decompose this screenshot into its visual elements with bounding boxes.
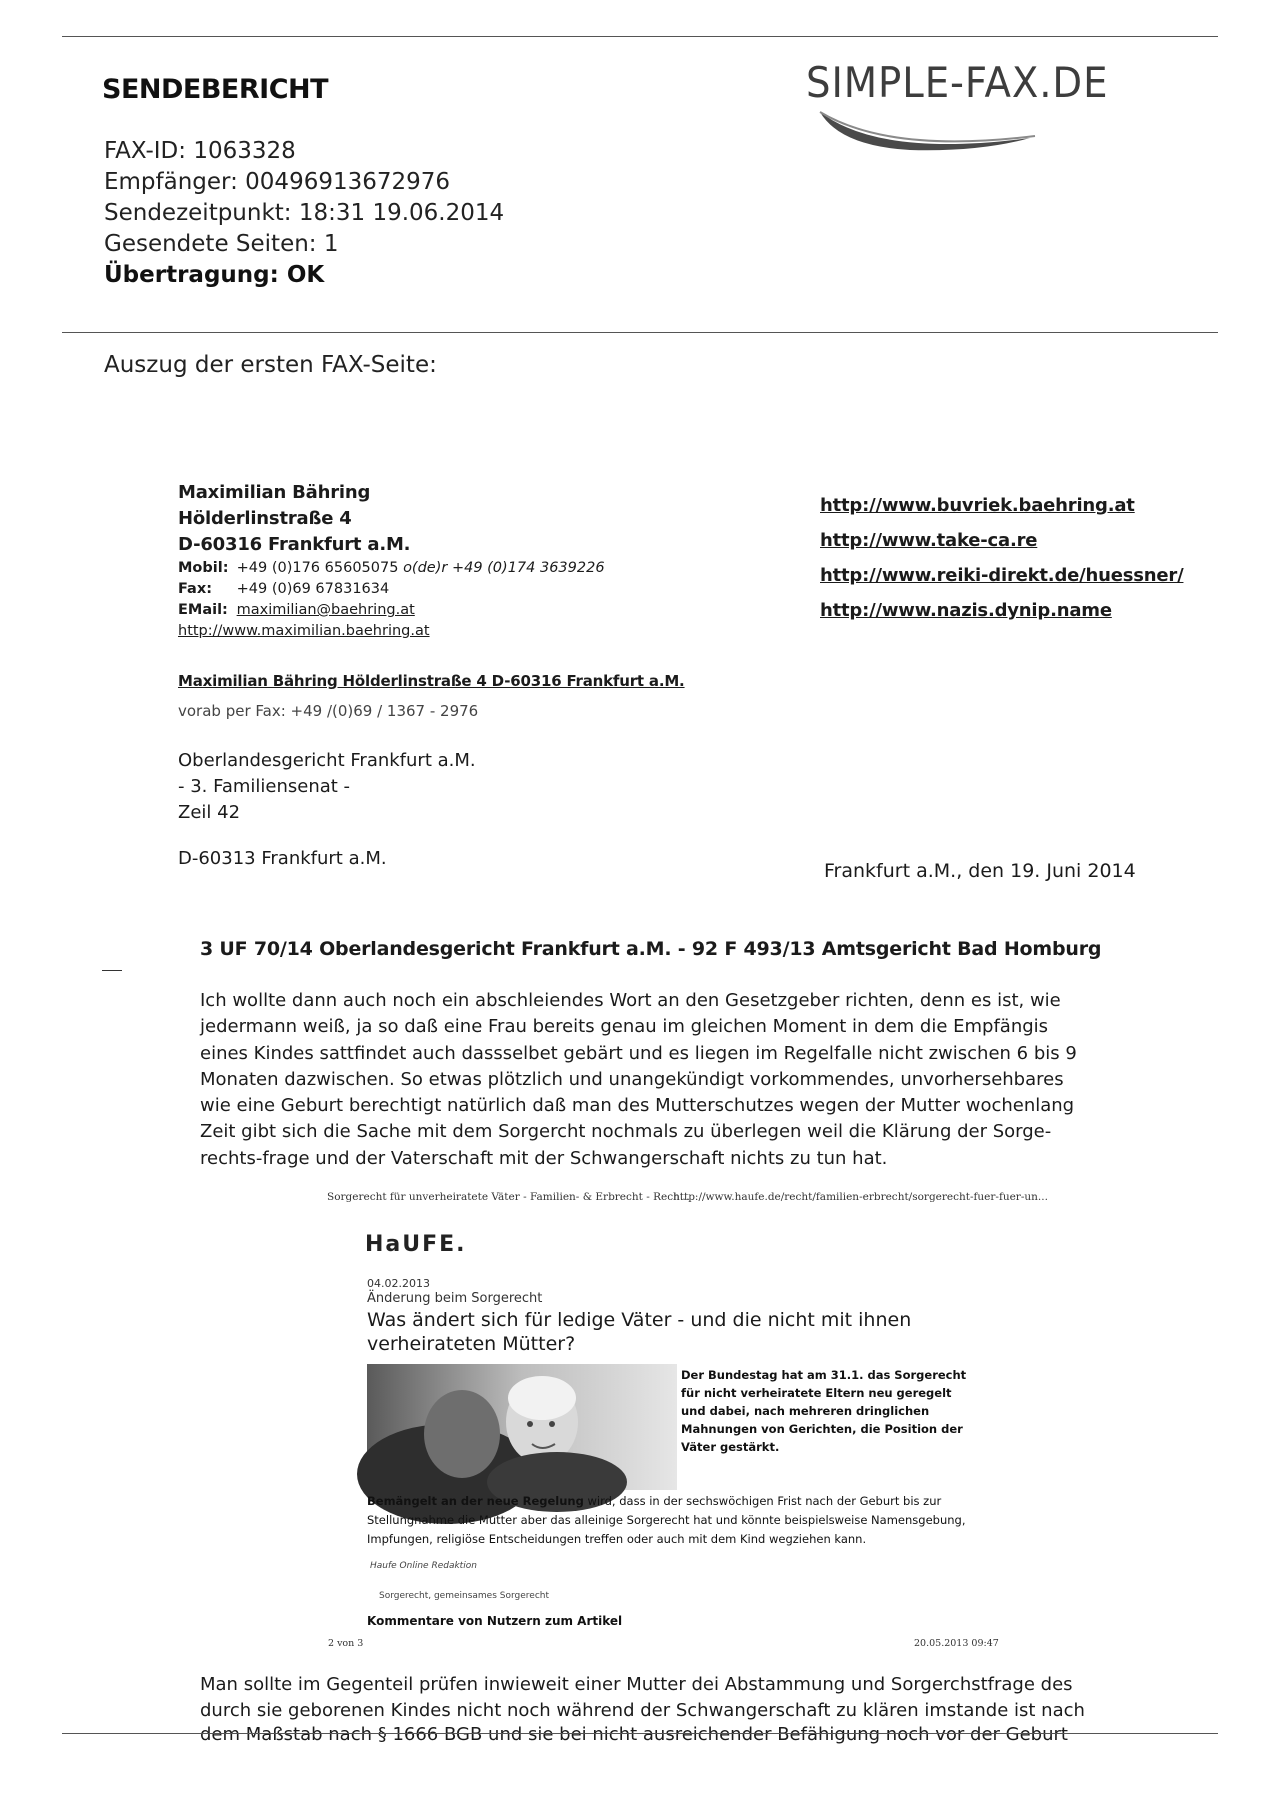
clipping-date: 04.02.2013: [367, 1277, 430, 1290]
report-title: SENDEBERICHT: [102, 74, 329, 105]
sender-block: [178, 480, 605, 642]
logo-text: SIMPLE-FAX.DE: [806, 58, 1109, 107]
fax-id: FAX-ID: 1063328: [104, 138, 296, 164]
clipping-tags: Sorgerecht, gemeinsames Sorgerecht: [379, 1591, 550, 1601]
body-line: durch sie geborenen Kindes nicht noch während der Schwangerschaft zu klären imstande ist nach: [200, 1700, 1085, 1722]
sender-email: [178, 600, 605, 621]
middle-rule: [62, 332, 1218, 333]
body-line: eines Kindes sattfindet auch dassselbet gebärt und es liegen im Regelfalle nicht zwischen 6 bis 9: [200, 1042, 1077, 1064]
clipping-header-url: http://www.haufe.de/recht/familien-erbrecht/sorgerecht-fuer-fuer-un...: [673, 1191, 1048, 1203]
sender-city: D-60316 Frankfurt a.M.: [178, 534, 411, 555]
para-line: [367, 1492, 965, 1511]
para-line: Stellungnahme die Mutter aber das alleinige Sorgerecht hat und könnte beispielsweise Namensgebung,: [367, 1513, 966, 1527]
email-link[interactable]: maximilian@baehring.at: [236, 602, 415, 618]
email-label: EMail:: [178, 602, 228, 618]
body-line-cut: dem Maßstab nach § 1666 BGB und sie bei nicht ausreichender Befähigung noch vor der Geburt: [200, 1724, 1068, 1745]
letter-body-continued: [200, 1672, 1085, 1725]
sender-website-link[interactable]: http://www.maximilian.baehring.at: [178, 623, 430, 639]
report-meta: [104, 136, 504, 291]
recipient-block: [178, 748, 476, 826]
link-buvriek[interactable]: http://www.buvriek.baehring.at: [820, 495, 1135, 516]
sender-fax: [178, 579, 605, 600]
link-nazis-dynip[interactable]: http://www.nazis.dynip.name: [820, 600, 1112, 621]
letter-subject: 3 UF 70/14 Oberlandesgericht Frankfurt a.M. - 92 F 493/13 Amtsgericht Bad Homburg: [200, 938, 1102, 960]
teaser-line: für nicht verheiratete Eltern neu geregelt: [681, 1386, 952, 1400]
bottom-rule: [62, 1733, 1218, 1734]
body-line: Man sollte im Gegenteil prüfen inwieweit einer Mutter dei Abstammung und Sorgerchstfrage des: [200, 1674, 1073, 1695]
para-lead: Bemängelt an der neue Regelung: [367, 1494, 584, 1508]
recipient-line-1: Oberlandesgericht Frankfurt a.M.: [178, 750, 476, 771]
clipping-headline: [367, 1308, 911, 1356]
letter-date: Frankfurt a.M., den 19. Juni 2014: [824, 860, 1136, 882]
recipient-line-3: Zeil 42: [178, 802, 241, 823]
father-child-photo-icon: [367, 1364, 677, 1490]
clipping-header-title: Sorgerecht für unverheiratete Väter - Familien- & Erbrecht - Rech...: [327, 1191, 690, 1203]
fax-value: +49 (0)69 67831634: [236, 581, 390, 597]
mobil-label: Mobil:: [178, 560, 229, 576]
prefax-line: vorab per Fax: +49 /(0)69 / 1367 - 2976: [178, 702, 479, 720]
body-line: rechts-frage und der Vaterschaft mit der Schwangerschaft nichts zu tun hat.: [200, 1147, 888, 1169]
haufe-logo: HaUFE.: [365, 1232, 467, 1257]
clipping-comments-heading: Kommentare von Nutzern zum Artikel: [367, 1614, 623, 1628]
clipping-page-count: 2 von 3: [328, 1638, 364, 1649]
transmission-status: Übertragung: OK: [104, 262, 325, 288]
para-line-1-rest: wird, dass in der sechswöchigen Frist nach der Geburt bis zur: [583, 1494, 942, 1508]
return-address: Maximilian Bähring Hölderlinstraße 4 D-60316 Frankfurt a.M.: [178, 672, 685, 690]
clipping-photo: [367, 1364, 677, 1490]
body-line: jedermann weiß, ja so daß eine Frau bereits genau im gleichen Moment in dem die Empfängis: [200, 1016, 1049, 1038]
body-line: wie eine Geburt berechtigt natürlich daß man des Mutterschutzes wegen der Mutter wochenlang: [200, 1095, 1075, 1117]
teaser-line: Väter gestärkt.: [681, 1440, 780, 1454]
recipient-number: Empfänger: 00496913672976: [104, 169, 451, 195]
clipping-source: Haufe Online Redaktion: [370, 1561, 477, 1571]
link-take-ca[interactable]: http://www.take-ca.re: [820, 530, 1038, 551]
body-line: Zeit gibt sich die Sache mit dem Sorgercht nochmals zu überlegen weil die Klärung der Sorge-: [200, 1121, 1052, 1143]
body-line: Monaten dazwischen. So etwas plötzlich und unangekündigt vorkommendes, unvorhersehbares: [200, 1068, 1064, 1090]
mobil-value: +49 (0)176 65605075: [236, 560, 399, 576]
letter-body: [200, 988, 1100, 1172]
simple-fax-logo: [800, 50, 1200, 150]
sender-street: Hölderlinstraße 4: [178, 508, 352, 529]
top-rule: [62, 36, 1218, 37]
send-time: Sendezeitpunkt: 18:31 19.06.2014: [104, 200, 505, 226]
fax-label: Fax:: [178, 581, 212, 597]
pages-sent: Gesendete Seiten: 1: [104, 231, 339, 257]
headline-line: verheirateten Mütter?: [367, 1333, 576, 1355]
clipping-paragraph: [367, 1492, 965, 1549]
haufe-clipping: [315, 1186, 1048, 1633]
mobil-alt: o(de)r +49 (0)174 3639226: [403, 560, 605, 576]
recipient-city: D-60313 Frankfurt a.M.: [178, 848, 387, 869]
sender-name: Maximilian Bähring: [178, 482, 371, 503]
body-line: Ich wollte dann auch noch ein abschleiendes Wort an den Gesetzgeber richten, denn es ist, wie: [200, 990, 1061, 1011]
recipient-line-2: - 3. Familiensenat -: [178, 776, 351, 797]
link-reiki-direkt[interactable]: http://www.reiki-direkt.de/huessner/: [820, 565, 1184, 586]
headline-line: Was ändert sich für ledige Väter - und die nicht mit ihnen: [367, 1309, 912, 1331]
para-line: Impfungen, religiöse Entscheidungen treffen oder auch mit dem Kind wegziehen kann.: [367, 1532, 867, 1546]
excerpt-label: Auszug der ersten FAX-Seite:: [104, 352, 437, 378]
clipping-teaser: [681, 1366, 966, 1456]
teaser-line: Mahnungen von Gerichten, die Position der: [681, 1422, 963, 1436]
teaser-line: Der Bundestag hat am 31.1. das Sorgerecht: [681, 1368, 967, 1382]
clipping-kicker: Änderung beim Sorgerecht: [367, 1291, 543, 1306]
fold-mark: [102, 970, 122, 971]
clipping-timestamp: 20.05.2013 09:47: [914, 1638, 999, 1649]
sender-mobil: [178, 558, 605, 579]
links-block: [820, 488, 1183, 628]
teaser-line: und dabei, nach mehreren dringlichen: [681, 1404, 930, 1418]
